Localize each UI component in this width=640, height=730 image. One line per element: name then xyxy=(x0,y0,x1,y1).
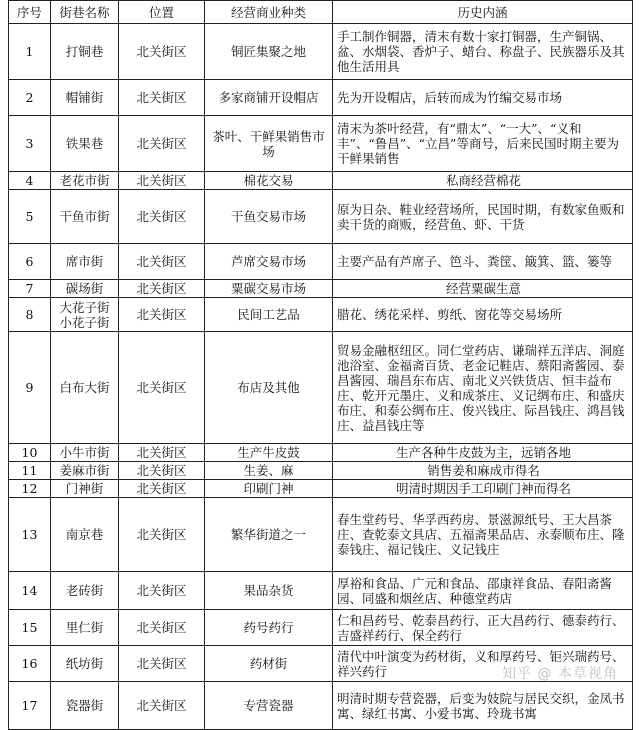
cell-location: 北关街区 xyxy=(119,572,205,610)
table-row xyxy=(9,24,633,80)
cell-history: 生产各种牛皮鼓为主，远销各地 xyxy=(333,444,633,462)
cell-street: 席市街 xyxy=(51,244,119,280)
cell-history: 私商经营棉花 xyxy=(333,172,633,190)
cell-location: 北关街区 xyxy=(119,24,205,80)
cell-location: 北关街区 xyxy=(119,116,205,172)
cell-type: 生产牛皮鼓 xyxy=(205,444,333,462)
cell-history: 仁和昌药号、乾泰昌药行、正大昌药行、德泰药行、吉盛祥药行、保全药行 xyxy=(333,610,633,646)
table-row xyxy=(9,190,633,244)
table-row xyxy=(9,462,633,480)
cell-history: 经营粟碳生意 xyxy=(333,280,633,298)
cell-location: 北关街区 xyxy=(119,298,205,332)
cell-no: 16 xyxy=(9,646,51,682)
cell-location: 北关街区 xyxy=(119,682,205,730)
cell-no: 8 xyxy=(9,298,51,332)
cell-street: 里仁街 xyxy=(51,610,119,646)
cell-street: 门神街 xyxy=(51,480,119,498)
cell-street: 南京巷 xyxy=(51,498,119,572)
cell-location: 北关街区 xyxy=(119,480,205,498)
table-row xyxy=(9,80,633,116)
cell-no: 1 xyxy=(9,24,51,80)
header-street: 街巷名称 xyxy=(51,1,119,24)
cell-street: 瓷器街 xyxy=(51,682,119,730)
cell-street: 帽铺街 xyxy=(51,80,119,116)
cell-no: 9 xyxy=(9,332,51,444)
cell-street: 老砖街 xyxy=(51,572,119,610)
cell-street: 干鱼市街 xyxy=(51,190,119,244)
cell-no: 6 xyxy=(9,244,51,280)
table-row xyxy=(9,444,633,462)
cell-type: 专营瓷器 xyxy=(205,682,333,730)
cell-no: 5 xyxy=(9,190,51,244)
cell-location: 北关街区 xyxy=(119,498,205,572)
cell-street: 小牛市街 xyxy=(51,444,119,462)
table-row xyxy=(9,498,633,572)
table-row xyxy=(9,480,633,498)
cell-type: 药材街 xyxy=(205,646,333,682)
cell-location: 北关街区 xyxy=(119,244,205,280)
cell-location: 北关街区 xyxy=(119,610,205,646)
cell-location: 北关街区 xyxy=(119,444,205,462)
cell-no: 14 xyxy=(9,572,51,610)
cell-type: 印刷门神 xyxy=(205,480,333,498)
cell-street: 姜麻市街 xyxy=(51,462,119,480)
cell-type: 多家商铺开设帽店 xyxy=(205,80,333,116)
cell-type: 干鱼交易市场 xyxy=(205,190,333,244)
cell-history: 春生堂药号、华孚西药房、景滋源纸号、王大昌茶庄、查乾泰文具店、五福斋果品店、永泰顺布庄、隆泰钱庄、福记钱庄、义记钱庄 xyxy=(333,498,633,572)
cell-history: 腊花、绣花采样、剪纸、窗花等交易场所 xyxy=(333,298,633,332)
cell-no: 17 xyxy=(9,682,51,730)
header-history: 历史内涵 xyxy=(333,1,633,24)
cell-history: 贸易金融枢纽区。同仁堂药店、谦瑞祥五洋店、洞庭池浴室、金福斋百货、老金记鞋店、蔡阳斋酱园、泰昌酱园、瑞昌东布店、南北义兴铁货店、恒丰益布庄、乾开元墨庄、义和成茶庄、义记绸布庄、和盛庆布庄、和泰公绸布庄、俊兴钱庄、际昌钱庄、鸿昌钱庄、益昌钱庄等 xyxy=(333,332,633,444)
table-row xyxy=(9,172,633,190)
cell-history: 清末为茶叶经营，有“鼎太”、“一大”、“义和丰”、“鲁昌”、“立昌”等商号，后来民国时期主要为干鲜果销售 xyxy=(333,116,633,172)
cell-history: 主要产品有芦席子、笆斗、粪筐、簸箕、篮、篓等 xyxy=(333,244,633,280)
table-row xyxy=(9,610,633,646)
table-row xyxy=(9,298,633,332)
cell-type: 果品杂货 xyxy=(205,572,333,610)
watermark: 知乎 @ 本草视角 xyxy=(502,666,618,682)
cell-type: 繁华街道之一 xyxy=(205,498,333,572)
cell-type: 粟碳交易市场 xyxy=(205,280,333,298)
cell-type: 药号药行 xyxy=(205,610,333,646)
cell-location: 北关街区 xyxy=(119,646,205,682)
cell-type: 棉花交易 xyxy=(205,172,333,190)
table-row xyxy=(9,116,633,172)
cell-no: 11 xyxy=(9,462,51,480)
cell-history: 销售姜和麻成市得名 xyxy=(333,462,633,480)
cell-street: 打铜巷 xyxy=(51,24,119,80)
cell-history: 明清时期专营瓷器，后变为妓院与居民交织，金凤书寓、绿红书寓、小爱书寓、玲珑书寓 xyxy=(333,682,633,730)
cell-history: 厚裕和食品、广元和食品、邵康祥食品、春阳斋酱园、同盛和烟丝店、种德堂药店 xyxy=(333,572,633,610)
cell-street: 大花子街 小花子街 xyxy=(51,298,119,332)
cell-street: 铁果巷 xyxy=(51,116,119,172)
cell-location: 北关街区 xyxy=(119,80,205,116)
cell-no: 4 xyxy=(9,172,51,190)
header-no: 序号 xyxy=(9,1,51,24)
cell-no: 13 xyxy=(9,498,51,572)
cell-history: 原为日杂、鞋业经营场所，民国时期，有数家鱼贩和卖干货的商贩，经营鱼、虾、干货 xyxy=(333,190,633,244)
cell-no: 3 xyxy=(9,116,51,172)
cell-street: 碳场街 xyxy=(51,280,119,298)
cell-no: 10 xyxy=(9,444,51,462)
cell-street: 白布大街 xyxy=(51,332,119,444)
header-location: 位置 xyxy=(119,1,205,24)
table-row xyxy=(9,682,633,730)
cell-type: 铜匠集聚之地 xyxy=(205,24,333,80)
table-row xyxy=(9,572,633,610)
table-header-row xyxy=(9,1,633,24)
cell-location: 北关街区 xyxy=(119,172,205,190)
cell-location: 北关街区 xyxy=(119,280,205,298)
cell-type: 布店及其他 xyxy=(205,332,333,444)
cell-no: 15 xyxy=(9,610,51,646)
cell-no: 12 xyxy=(9,480,51,498)
cell-history: 先为开设帽店，后转而成为竹编交易市场 xyxy=(333,80,633,116)
cell-street: 老花市街 xyxy=(51,172,119,190)
street-history-table xyxy=(8,0,633,730)
cell-history: 清代中叶演变为药材街，义和厚药号、钜兴瑞药号、祥兴药行 xyxy=(333,646,633,682)
cell-no: 7 xyxy=(9,280,51,298)
table-row xyxy=(9,244,633,280)
cell-type: 民间工艺品 xyxy=(205,298,333,332)
cell-type: 芦席交易市场 xyxy=(205,244,333,280)
cell-history: 明清时期因手工印刷门神而得名 xyxy=(333,480,633,498)
cell-location: 北关街区 xyxy=(119,190,205,244)
header-type: 经营商业种类 xyxy=(205,1,333,24)
cell-street: 纸坊街 xyxy=(51,646,119,682)
cell-location: 北关街区 xyxy=(119,462,205,480)
cell-no: 2 xyxy=(9,80,51,116)
table-row xyxy=(9,332,633,444)
table-row xyxy=(9,280,633,298)
cell-type: 生姜、麻 xyxy=(205,462,333,480)
cell-type: 茶叶、干鲜果销售市场 xyxy=(205,116,333,172)
table-sheet xyxy=(8,0,632,721)
cell-location: 北关街区 xyxy=(119,332,205,444)
cell-history: 手工制作铜器，清末有数十家打铜器，生产铜锅、盆、水烟袋、香炉子、蜡台、称盘子、民族器乐及其他生活用具 xyxy=(333,24,633,80)
